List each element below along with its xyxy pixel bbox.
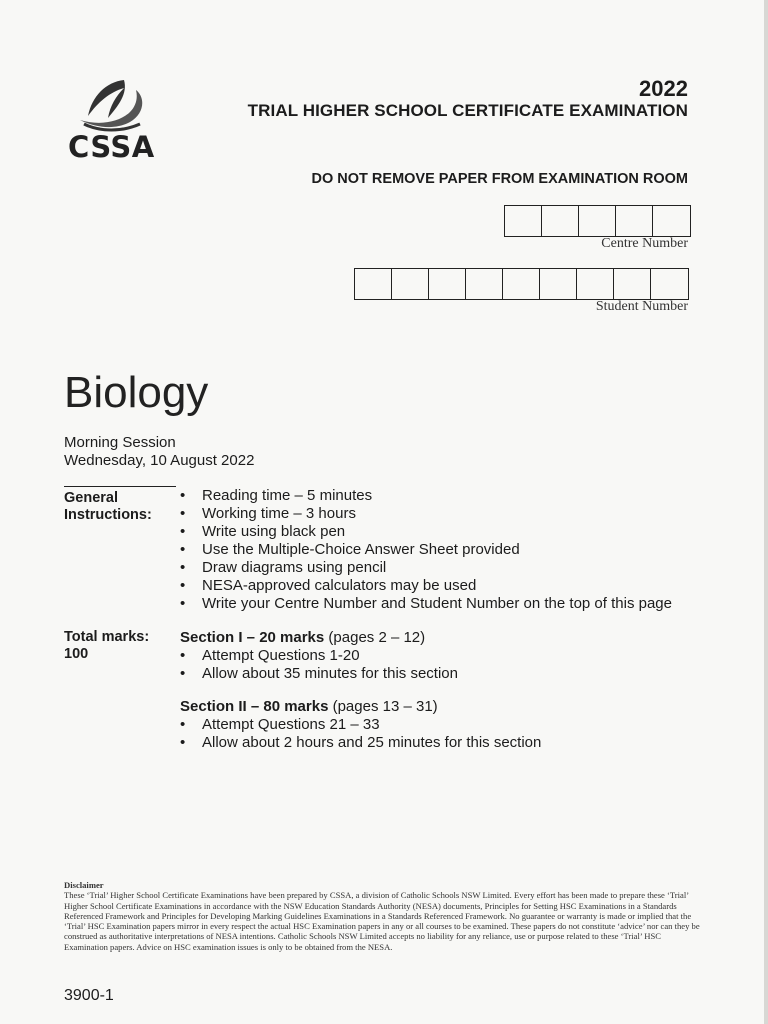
exam-title: TRIAL HIGHER SCHOOL CERTIFICATE EXAMINATION <box>247 101 688 120</box>
logo-text: CSSA <box>68 130 155 164</box>
session-info <box>64 434 254 470</box>
section-1-title <box>180 629 458 647</box>
student-number-cell[interactable] <box>392 269 429 299</box>
student-number-cell[interactable] <box>540 269 577 299</box>
student-number-boxes[interactable] <box>354 268 689 300</box>
subject-title: Biology <box>64 368 209 417</box>
cssa-logo <box>66 76 162 166</box>
centre-number-label: Centre Number <box>601 236 688 251</box>
student-number-label: Student Number <box>595 299 688 314</box>
list-item: • Allow about 2 hours and 25 minutes for this section <box>180 734 541 752</box>
exam-warning: DO NOT REMOVE PAPER FROM EXAMINATION ROOM <box>311 171 688 187</box>
total-marks-label: Total marks: <box>64 629 150 645</box>
total-marks-value: 100 <box>64 646 89 662</box>
leaf-logo-icon <box>66 76 162 134</box>
disclaimer-body: These ‘Trial’ Higher School Certificate Examinations have been prepared by CSSA, a division of Catholic Schools NSW Limited. Every effort has been made to prepare these ‘Trial’ Higher School Certificate Examinations in accordance with the NSW Education Standards Authority (NESA) documents, Principles for Setting HSC Examinations in a Standards Referenced Framework and Principles for Developing Marking Guidelines Examinations in a Standards Referenced Framework. No guarantee or warranty is made or implied that the ‘Trial’ HSC Examination papers mirror in every respect the actual HSC Examination papers in any or all courses to be examined. These papers do not constitute ‘advice’ nor can they be construed as authoritative interpretations of NESA intentions. Catholic Schools NSW Limited accepts no liability for any reliance, use or purpose related to these ‘Trial’ HSC Examination papers. Advice on HSC examination issues is only to be obtained from the NESA. <box>64 890 700 952</box>
section-2-list <box>180 716 541 752</box>
centre-number-cell[interactable] <box>616 206 653 236</box>
general-heading-line: Instructions: <box>64 507 152 523</box>
list-item: • Use the Multiple-Choice Answer Sheet provided <box>180 541 672 559</box>
list-item: • Write using black pen <box>180 523 672 541</box>
list-item: • Allow about 35 minutes for this section <box>180 665 458 683</box>
total-marks-heading <box>64 629 149 663</box>
student-number-cell[interactable] <box>503 269 540 299</box>
student-number-cell[interactable] <box>651 269 688 299</box>
centre-number-cell[interactable] <box>653 206 690 236</box>
section-2-pages: (pages 13 – 31) <box>328 698 438 715</box>
disclaimer-heading: Disclaimer <box>64 880 104 890</box>
list-item: • Attempt Questions 21 – 33 <box>180 716 541 734</box>
list-item: • Write your Centre Number and Student Number on the top of this page <box>180 595 672 613</box>
list-item: • Attempt Questions 1-20 <box>180 647 458 665</box>
session-name: Morning Session <box>64 434 176 451</box>
section-1-title-bold: Section I – 20 marks <box>180 629 325 646</box>
list-item: • Reading time – 5 minutes <box>180 487 672 505</box>
session-date: Wednesday, 10 August 2022 <box>64 452 255 469</box>
section-2 <box>180 698 541 752</box>
paper-code: 3900-1 <box>64 987 114 1004</box>
section-2-title <box>180 698 541 716</box>
centre-number-cell[interactable] <box>542 206 579 236</box>
section-2-title-bold: Section II – 80 marks <box>180 698 329 715</box>
list-item: • Working time – 3 hours <box>180 505 672 523</box>
centre-number-boxes[interactable] <box>504 205 691 237</box>
exam-year: 2022 <box>639 76 688 101</box>
student-number-cell[interactable] <box>466 269 503 299</box>
general-heading-line: General <box>64 490 118 506</box>
centre-number-cell[interactable] <box>579 206 616 236</box>
disclaimer <box>64 880 700 952</box>
student-number-cell[interactable] <box>355 269 392 299</box>
centre-number-cell[interactable] <box>505 206 542 236</box>
list-item: • Draw diagrams using pencil <box>180 559 672 577</box>
student-number-cell[interactable] <box>614 269 651 299</box>
section-1-list <box>180 647 458 683</box>
section-1 <box>180 629 458 683</box>
list-item: • NESA-approved calculators may be used <box>180 577 672 595</box>
general-instructions-list <box>180 487 672 613</box>
student-number-cell[interactable] <box>577 269 614 299</box>
page-edge <box>764 0 768 1024</box>
general-instructions-heading <box>64 486 176 524</box>
student-number-cell[interactable] <box>429 269 466 299</box>
section-1-pages: (pages 2 – 12) <box>324 629 426 646</box>
